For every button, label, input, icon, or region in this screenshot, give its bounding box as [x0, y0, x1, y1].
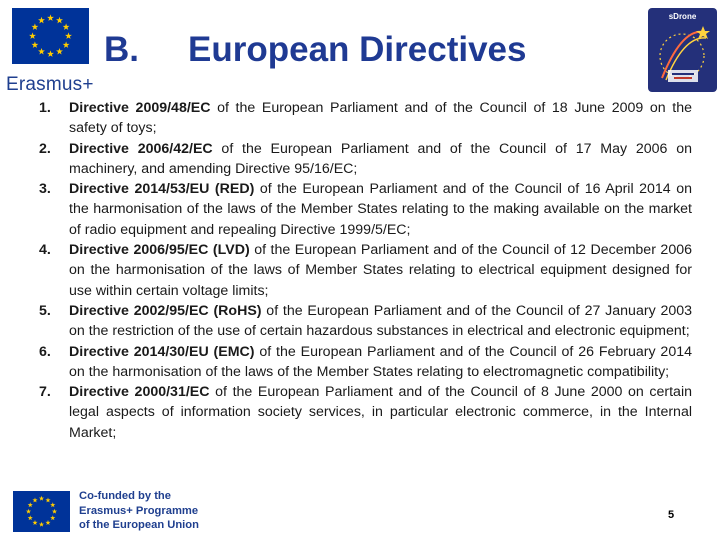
eu-stars-icon: [12, 8, 89, 64]
eu-star-icon: [39, 496, 44, 501]
footer-eu-flag: [13, 491, 70, 532]
directive-number: 1.: [39, 100, 51, 116]
directive-number: 2.: [39, 140, 51, 157]
directive-name: Directive 2002/95/EC (RoHS): [69, 302, 262, 319]
directive-description: of the European Parliament and of the Council of 8 June 2000 on certain legal aspects of information society services, in particular electronic commerce, in the Internal Market;: [69, 384, 692, 441]
eu-star-icon: [65, 32, 72, 39]
directive-name: Directive 2014/30/EU (EMC): [69, 343, 255, 360]
eu-star-icon: [31, 41, 38, 48]
eu-star-icon: [29, 32, 36, 39]
directive-number: 6.: [39, 343, 51, 360]
eu-star-icon: [38, 48, 45, 55]
directive-description: of the European Parliament and of the Council of 12 December 2006 on the harmonisation of the laws of Member States relating to electrical equipment designed for use within certain voltage limits;: [69, 242, 692, 299]
directive-description: of the European Parliament and of the Council of 17 May 2006 on machinery, and amending Directive 95/16/EC;: [69, 140, 692, 177]
eu-star-icon: [56, 17, 63, 24]
sdrone-project-logo: [648, 8, 717, 92]
directive-item: [36, 98, 692, 139]
page-title: [104, 30, 526, 70]
eu-star-icon: [32, 498, 37, 503]
cofunded-statement: [79, 489, 199, 533]
directive-item: [36, 179, 692, 240]
eu-star-icon: [45, 498, 50, 503]
eu-star-icon: [63, 23, 70, 30]
eu-star-icon: [52, 509, 57, 514]
eu-star-icon: [28, 515, 33, 520]
directive-number: 3.: [39, 181, 51, 198]
section-letter: B.: [104, 30, 139, 69]
directive-name: Directive 2014/53/EU (RED): [69, 181, 255, 198]
page-number: 5: [668, 509, 675, 521]
eu-star-icon: [39, 522, 44, 527]
directive-item: [36, 301, 692, 342]
eu-star-icon: [47, 14, 54, 21]
directive-item: [36, 342, 692, 383]
directive-item: [36, 240, 692, 301]
directive-description: of the European Parliament and of the Council of 18 June 2009 on the safety of toys;: [69, 100, 692, 137]
directive-description: of the European Parliament and of the Council of 27 January 2003 on the restriction of the use of certain hazardous substances in electrical and electronic equipment;: [69, 302, 693, 340]
eu-star-icon: [63, 41, 70, 48]
eu-star-icon: [31, 23, 38, 30]
eu-flag-logo: [12, 8, 89, 64]
directive-number: 4.: [39, 242, 51, 259]
cofund-line: of the European Union: [79, 519, 199, 531]
directive-number: 7.: [39, 384, 51, 401]
sdrone-logo-text: sDrone: [668, 12, 697, 21]
eu-star-icon: [26, 509, 31, 514]
footer-eu-stars-icon: [13, 491, 70, 532]
directive-name: Directive 2009/48/EC: [69, 100, 211, 116]
directive-item: [36, 139, 692, 180]
eu-star-icon: [56, 48, 63, 55]
cofund-line: Erasmus+ Programme: [79, 504, 199, 517]
eu-star-icon: [47, 50, 54, 57]
cofund-line: Co-funded by the: [79, 490, 171, 502]
eu-star-icon: [45, 520, 50, 525]
eu-star-icon: [50, 502, 55, 507]
directive-number: 5.: [39, 302, 51, 319]
eu-star-icon: [50, 515, 55, 520]
title-text: European Directives: [188, 30, 527, 69]
directive-name: Directive 2006/95/EC (LVD): [69, 242, 250, 259]
directive-list: [36, 98, 692, 443]
directive-name: Directive 2006/42/EC: [69, 140, 213, 157]
directive-description: of the European Parliament and of the Council of 16 April 2014 on the harmonisation of the laws of the Member States relating to the making available on the market of radio equipment and repealing Directive 1999/5/EC;: [69, 181, 692, 238]
eu-star-icon: [38, 17, 45, 24]
directive-item: [36, 382, 692, 443]
directive-description: of the European Parliament and of the Council of 26 February 2014 on the harmonisation of the laws of the Member States relating to electromagnetic compatibility;: [69, 343, 692, 380]
directive-name: Directive 2000/31/EC: [69, 384, 210, 401]
eu-star-icon: [28, 502, 33, 507]
eu-star-icon: [32, 520, 37, 525]
erasmus-plus-wordmark: Erasmus+: [6, 74, 94, 95]
